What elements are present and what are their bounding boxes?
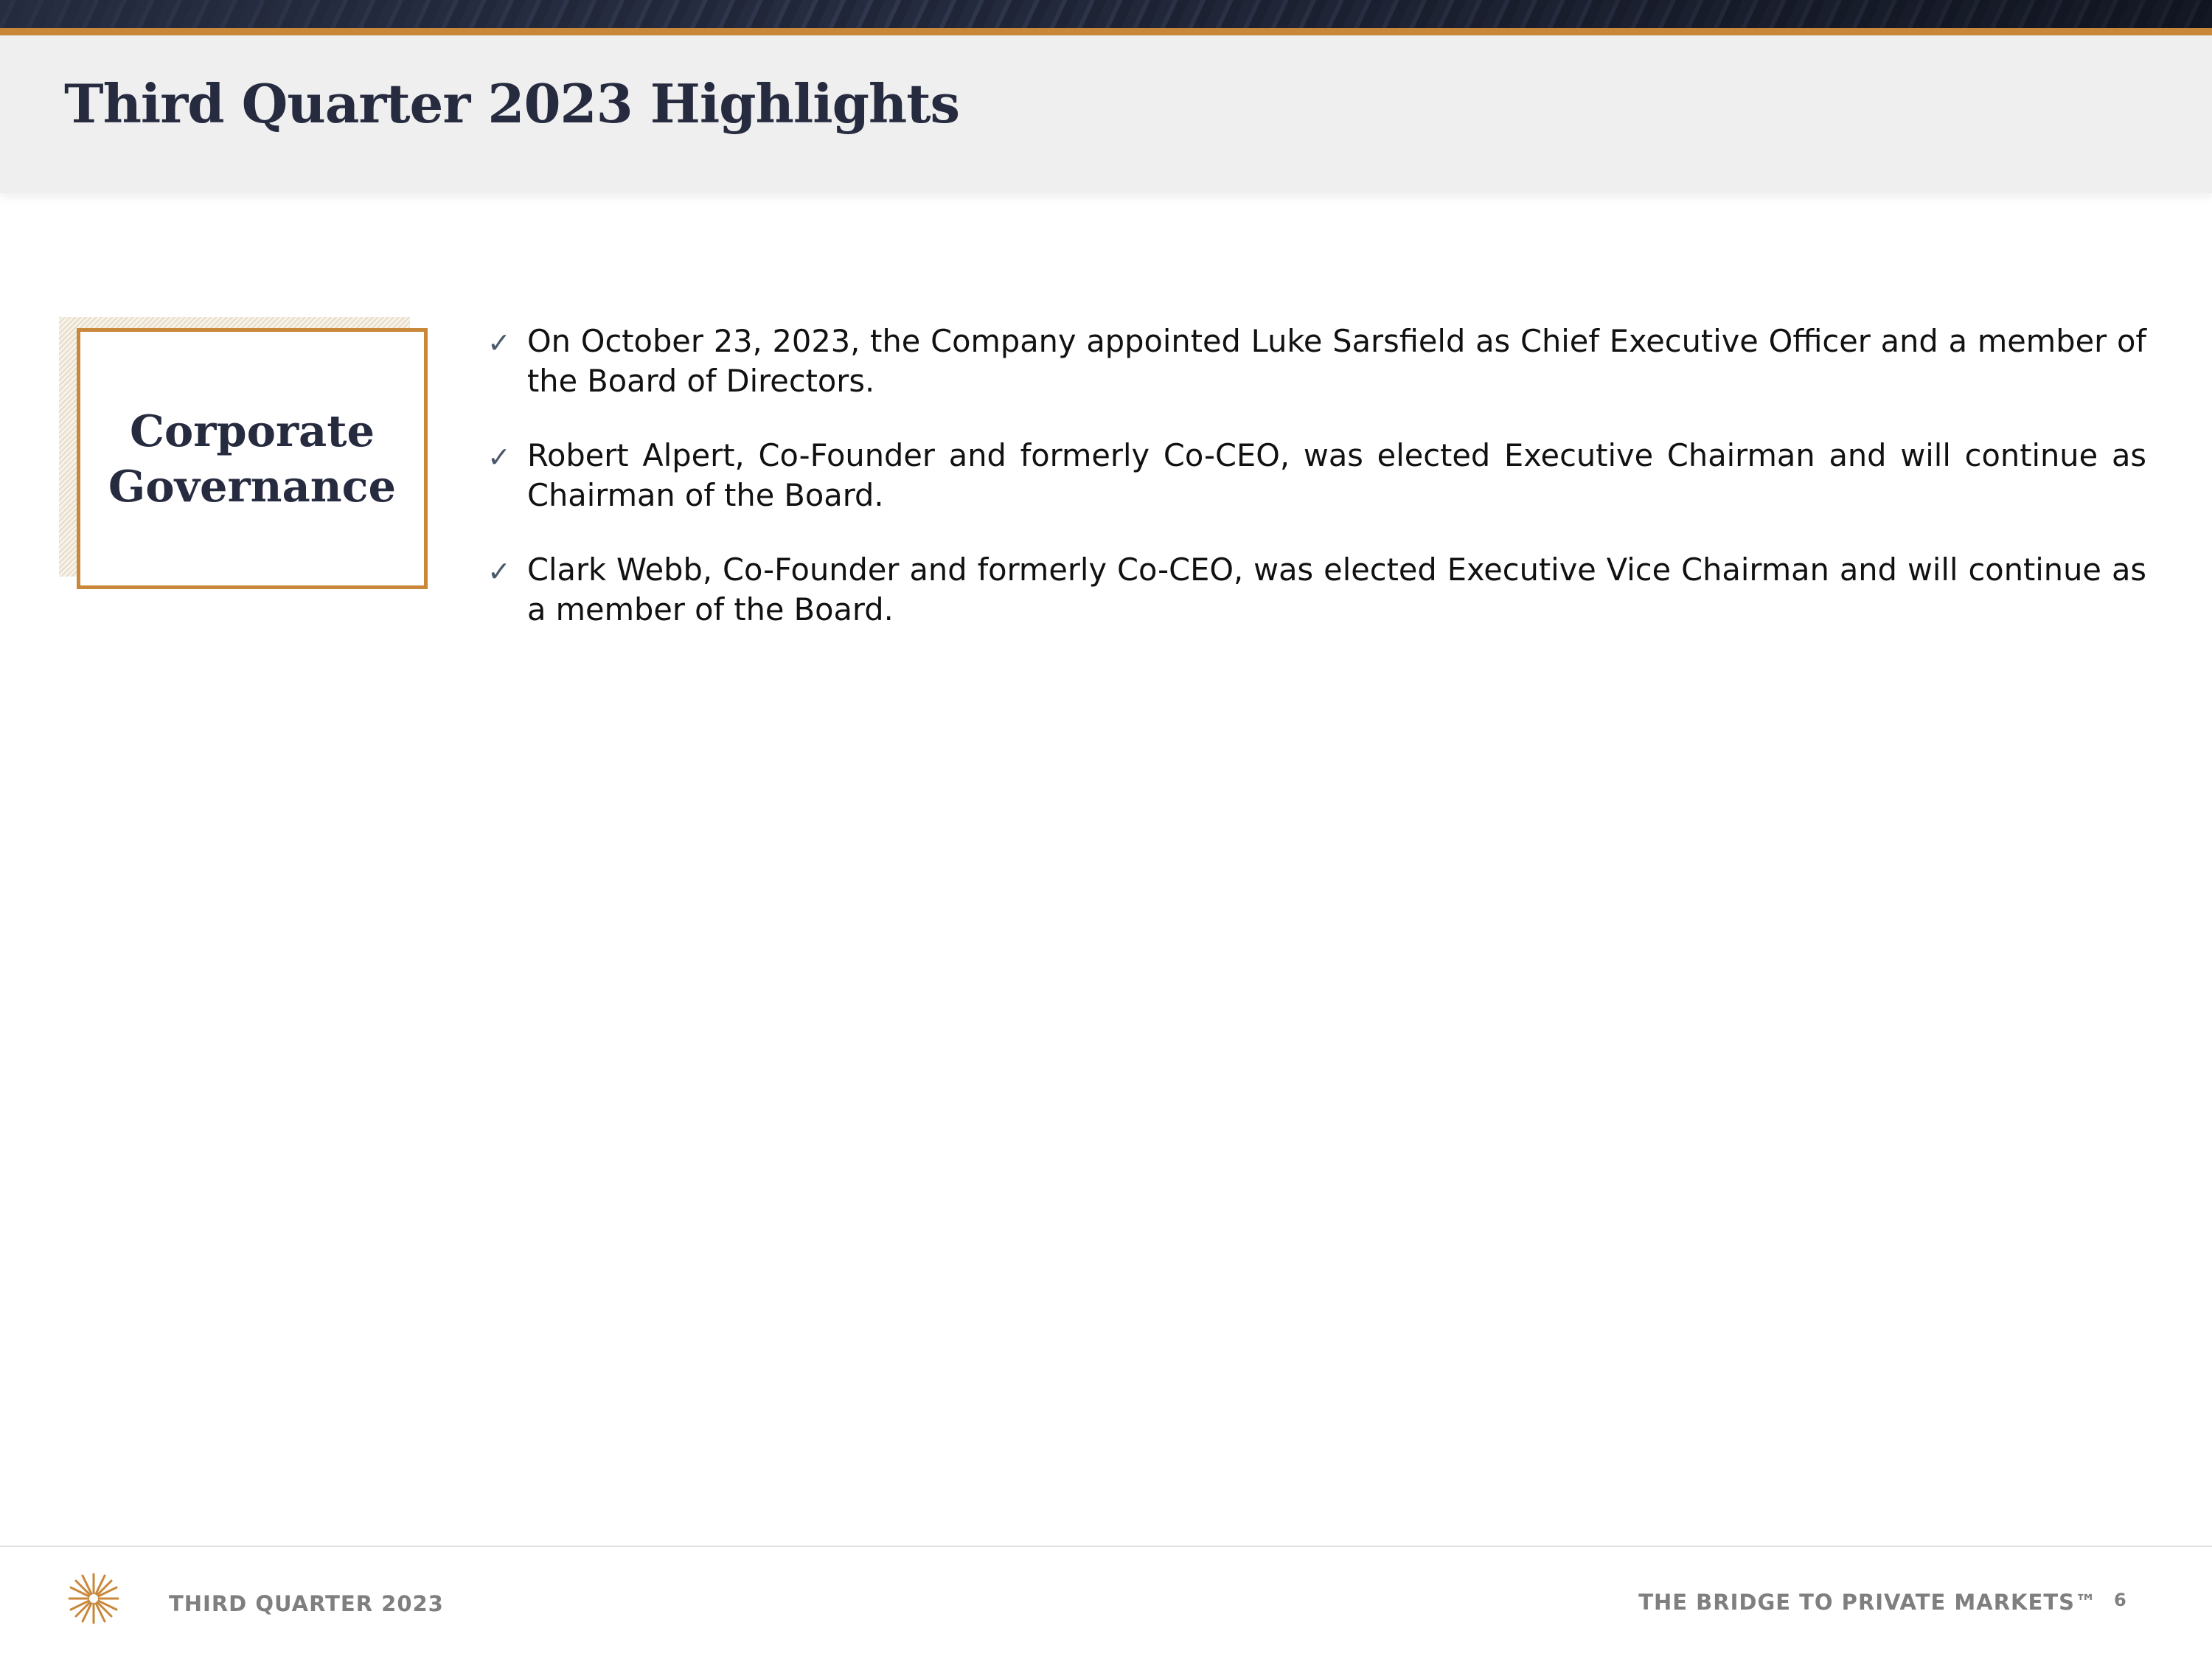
- list-item: [483, 321, 2146, 401]
- accent-rule: [0, 28, 2212, 35]
- section-label-line1: Corporate: [129, 406, 375, 456]
- list-item: [483, 436, 2146, 515]
- check-icon: ✓: [487, 327, 511, 359]
- bullet-text: On October 23, 2023, the Company appointed Luke Sarsfield as Chief Executive Officer and a member of the Board of Directors.: [527, 323, 2146, 399]
- bullet-text: Robert Alpert, Co-Founder and formerly Co-CEO, was elected Executive Chairman and will continue as Chairman of the Board.: [527, 437, 2146, 513]
- check-icon: ✓: [487, 441, 511, 473]
- bullet-text: Clark Webb, Co-Founder and formerly Co-CEO, was elected Executive Vice Chairman and will continue as a member of the Board.: [527, 552, 2146, 627]
- highlights-list: [483, 321, 2146, 664]
- section-badge: [77, 328, 428, 589]
- section-label: [90, 403, 414, 514]
- list-item: [483, 550, 2146, 630]
- top-decorative-band: [0, 0, 2212, 28]
- footer-tagline: THE BRIDGE TO PRIVATE MARKETS™: [1638, 1590, 2097, 1615]
- footer-divider: [0, 1545, 2212, 1547]
- page-title: Third Quarter 2023 Highlights: [64, 72, 960, 135]
- check-icon: ✓: [487, 555, 511, 588]
- section-label-line2: Governance: [108, 461, 397, 512]
- page-number: 6: [2114, 1590, 2126, 1610]
- starburst-logo-icon: [66, 1571, 121, 1626]
- footer-period-label: THIRD QUARTER 2023: [169, 1591, 444, 1616]
